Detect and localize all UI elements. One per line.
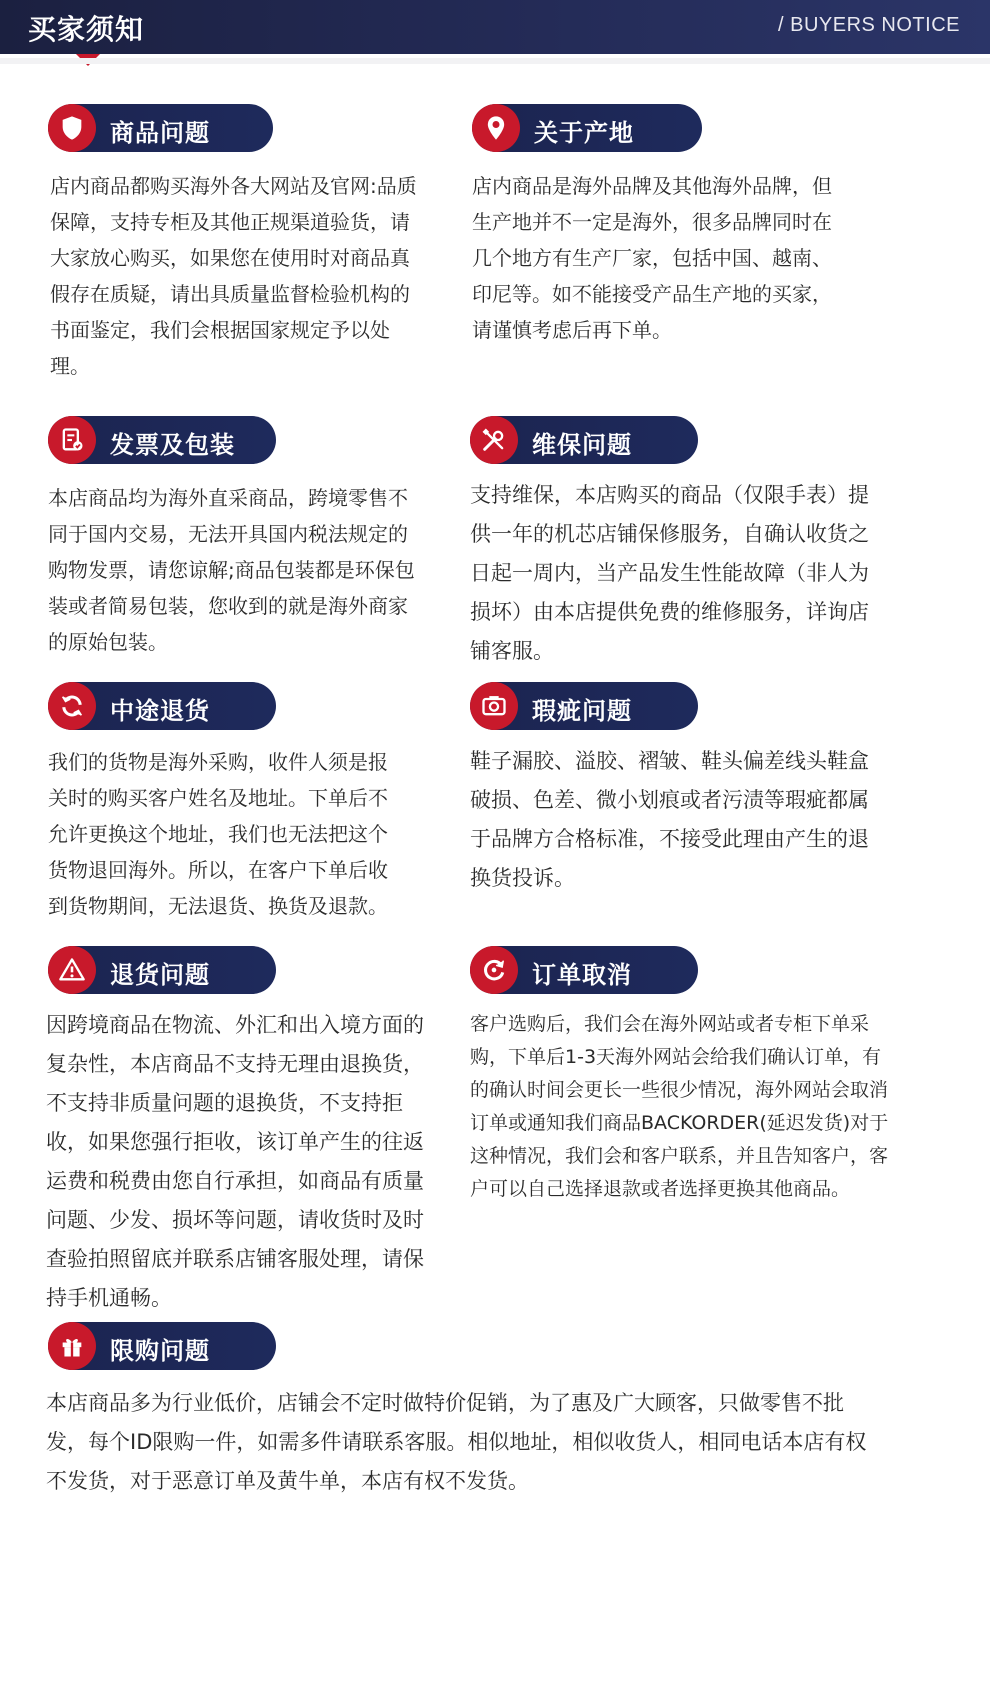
cancel-icon <box>470 946 518 994</box>
gift-icon <box>48 1322 96 1370</box>
section-title-product: 商品问题 <box>110 119 210 147</box>
page-subtitle: / BUYERS NOTICE <box>778 14 960 36</box>
section-text-midway-return: 我们的货物是海外采购，收件人须是报关时的购买客户姓名及地址。下单后不允许更换这个地址，我们也无法把这个货物退回海外。所以，在客户下单后收到货物期间，无法退货、换货及退款。 <box>48 750 388 918</box>
section-header-invoice <box>48 416 276 464</box>
section-header-cancel <box>470 946 698 994</box>
section-title-origin: 关于产地 <box>534 119 634 147</box>
section-text-invoice: 本店商品均为海外直采商品，跨境零售不同于国内交易，无法开具国内税法规定的购物发票，请您谅解;商品包装都是环保包装或者简易包装，您收到的就是海外商家的原始包装。 <box>48 486 415 654</box>
section-text-limit: 本店商品多为行业低价，店铺会不定时做特价促销，为了惠及广大顾客，只做零售不批发，每个ID限购一件，如需多件请联系客服。相似地址，相似收货人，相同电话本店有权不发货，对于恶意订单及黄牛单，本店有权不发货。 <box>46 1391 867 1493</box>
section-header-origin <box>472 104 702 152</box>
section-header-return <box>48 946 276 994</box>
shield-icon <box>48 104 96 152</box>
section-text-cancel: 客户选购后，我们会在海外网站或者专柜下单采购，下单后1-3天海外网站会给我们确认订单，有的确认时间会更长一些很少情况，海外网站会取消订单或通知我们商品BACKORDER(延迟发货)对于这种情况，我们会和客户联系，并且告知客户，客户可以自己选择退款或者选择更换其他商品。 <box>470 1013 889 1200</box>
section-header-limit <box>48 1322 276 1370</box>
section-title-cancel: 订单取消 <box>532 961 632 989</box>
location-pin-icon <box>472 104 520 152</box>
section-header-warranty <box>470 416 698 464</box>
header-divider <box>0 58 990 64</box>
camera-icon <box>470 682 518 730</box>
section-text-return: 因跨境商品在物流、外汇和出入境方面的复杂性，本店商品不支持无理由退换货，不支持非质量问题的退换货，不支持拒收，如果您强行拒收，该订单产生的往返运费和税费由您自行承担，如商品有质量问题、少发、损坏等问题，请收货时及时查验拍照留底并联系店铺客服处理，请保持手机通畅。 <box>46 1013 424 1310</box>
section-text-origin: 店内商品是海外品牌及其他海外品牌，但生产地并不一定是海外，很多品牌同时在几个地方有生产厂家，包括中国、越南、印尼等。如不能接受产品生产地的买家，请谨慎考虑后再下单。 <box>472 174 832 342</box>
section-header-product <box>48 104 273 152</box>
page-title: 买家须知 <box>28 13 145 46</box>
section-title-midway-return: 中途退货 <box>110 697 210 725</box>
tools-icon <box>470 416 518 464</box>
warning-icon <box>48 946 96 994</box>
section-title-warranty: 维保问题 <box>532 431 632 459</box>
section-text-defect: 鞋子漏胶、溢胶、褶皱、鞋头偏差线头鞋盒破损、色差、微小划痕或者污渍等瑕疵都属于品牌方合格标准，不接受此理由产生的退换货投诉。 <box>470 749 869 890</box>
section-text-product: 店内商品都购买海外各大网站及官网:品质保障，支持专柜及其他正规渠道验货，请大家放心购买，如果您在使用时对商品真假存在质疑，请出具质量监督检验机构的书面鉴定，我们会根据国家规定予以处理。 <box>50 174 417 378</box>
header-bar <box>0 0 990 54</box>
section-title-invoice: 发票及包装 <box>110 431 235 459</box>
section-title-defect: 瑕疵问题 <box>532 697 632 725</box>
section-header-defect <box>470 682 698 730</box>
section-title-limit: 限购问题 <box>110 1337 210 1365</box>
invoice-icon <box>48 416 96 464</box>
refresh-icon <box>48 682 96 730</box>
section-text-warranty: 支持维保，本店购买的商品（仅限手表）提供一年的机芯店铺保修服务，自确认收货之日起一周内，当产品发生性能故障（非人为损坏）由本店提供免费的维修服务，详询店铺客服。 <box>470 483 869 663</box>
section-title-return: 退货问题 <box>110 961 210 989</box>
section-header-midway-return <box>48 682 276 730</box>
